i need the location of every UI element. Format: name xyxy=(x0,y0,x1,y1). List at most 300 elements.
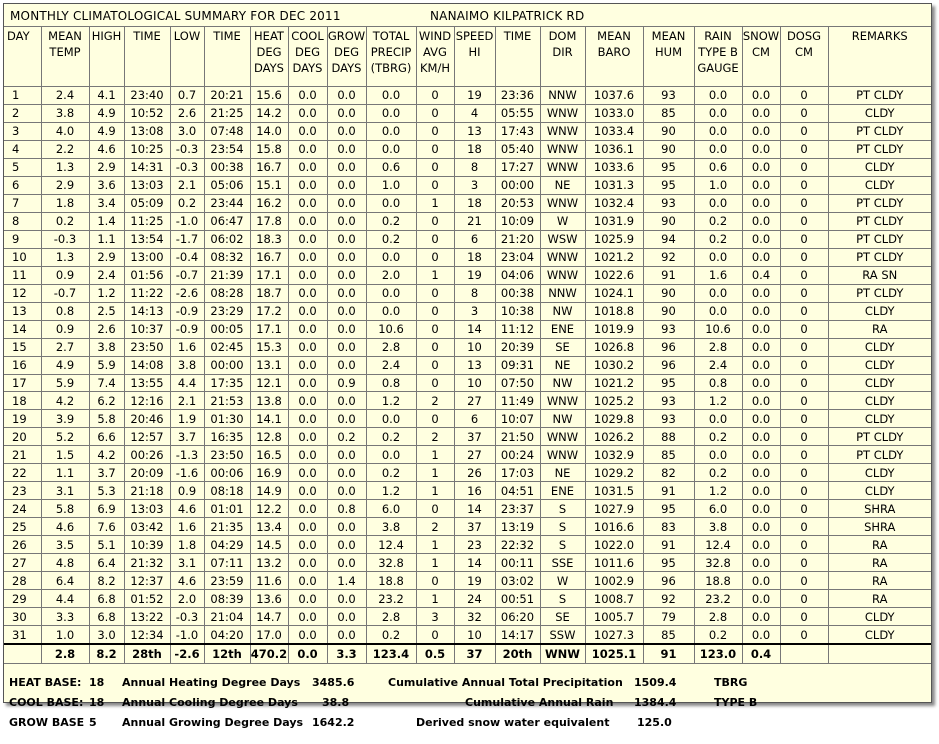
cell-low-time: 06:02 xyxy=(204,230,250,248)
cell-heat-deg-days: 16.9 xyxy=(250,464,288,482)
cell-speed-time: 06:20 xyxy=(495,608,540,626)
cell-speed-time: 07:50 xyxy=(495,374,540,392)
cell-mean-hum: 83 xyxy=(643,518,694,536)
cell-day: 19 xyxy=(4,410,41,428)
grow-base-value: 5 xyxy=(89,716,97,730)
column-header-remarks xyxy=(828,27,931,87)
cell-cool-deg-days: 0.0 xyxy=(288,158,327,176)
cell-grow-deg-days: 0.0 xyxy=(327,338,366,356)
cell-speed-hi: 21 xyxy=(454,212,495,230)
cell-low-time: 00:05 xyxy=(204,320,250,338)
table-row xyxy=(4,122,931,140)
table-row xyxy=(4,338,931,356)
cell-mean-hum: 85 xyxy=(643,104,694,122)
cell-low: 3.7 xyxy=(170,428,204,446)
cell-dosg-cm: 0 xyxy=(780,212,828,230)
cell-grow-deg-days: 0.0 xyxy=(327,104,366,122)
cell-wind-avg: 0 xyxy=(416,500,454,518)
cell-remarks: PT CLDY xyxy=(828,194,931,212)
cell-rain-gauge: 3.8 xyxy=(694,518,742,536)
table-row xyxy=(4,392,931,410)
cell-remarks: CLDY xyxy=(828,392,931,410)
table-row xyxy=(4,410,931,428)
cell-dom-dir: NW xyxy=(540,410,585,428)
cell-grow-deg-days: 0.0 xyxy=(327,320,366,338)
cell-snow-cm: 0.0 xyxy=(742,446,780,464)
cell-total-precip: 0.8 xyxy=(366,374,416,392)
cell-speed-time: 17:43 xyxy=(495,122,540,140)
cell-total-precip: 0.2 xyxy=(366,230,416,248)
cell-speed-hi: 6 xyxy=(454,410,495,428)
cell-mean-baro: 1025.9 xyxy=(585,230,643,248)
cell-low: 4.6 xyxy=(170,572,204,590)
cell-speed-hi: 14 xyxy=(454,554,495,572)
column-header-text: GROW xyxy=(327,29,366,43)
cell-total-precip: 0.2 xyxy=(366,212,416,230)
column-header-text: DEG xyxy=(333,45,360,59)
cell-speed-hi: 10 xyxy=(454,338,495,356)
cell-speed-time: 21:50 xyxy=(495,428,540,446)
cell-dom-dir: S xyxy=(540,590,585,608)
cell-remarks: CLDY xyxy=(828,482,931,500)
cell-dosg-cm: 0 xyxy=(780,266,828,284)
cell-total-precip: 0.0 xyxy=(366,140,416,158)
table-row xyxy=(4,320,931,338)
cell-snow-cm: 0.0 xyxy=(742,590,780,608)
cell-dom-dir: WNW xyxy=(540,122,585,140)
cell-low: -0.3 xyxy=(170,140,204,158)
cell-high-time: 12:57 xyxy=(124,428,170,446)
cell-speed-hi: 19 xyxy=(454,266,495,284)
cell-low-time: 21:04 xyxy=(204,608,250,626)
cell-remarks: RA xyxy=(828,320,931,338)
cell-remarks: CLDY xyxy=(828,338,931,356)
cell-low: -0.3 xyxy=(170,608,204,626)
cell-mean-temp: 4.2 xyxy=(41,392,89,410)
cell-grow-deg-days: 0.0 xyxy=(327,87,366,105)
column-header-text: TIME xyxy=(503,29,532,43)
cell-rain-gauge: 0.2 xyxy=(694,464,742,482)
cell-heat-deg-days: 13.1 xyxy=(250,356,288,374)
cell-dom-dir: SSW xyxy=(540,626,585,643)
cell-wind-avg: 0 xyxy=(416,374,454,392)
cell-dom-dir: NW xyxy=(540,374,585,392)
cell-low-time: 08:18 xyxy=(204,482,250,500)
column-header-mean-baro xyxy=(585,27,643,87)
column-header-mean-temp xyxy=(41,27,89,87)
cell-low-time: 23:29 xyxy=(204,302,250,320)
cell-low-time: 21:25 xyxy=(204,104,250,122)
cell-day: 17 xyxy=(4,374,41,392)
cell-high-time: 13:00 xyxy=(124,248,170,266)
cell-remarks: SHRA xyxy=(828,500,931,518)
cell-day: 9 xyxy=(4,230,41,248)
cell-snow-cm: 0.0 xyxy=(742,518,780,536)
cell-mean-hum: 94 xyxy=(643,230,694,248)
cell-snow-cm: 0.0 xyxy=(742,500,780,518)
cell-wind-avg: 0 xyxy=(416,284,454,302)
table-row xyxy=(4,518,931,536)
cell-speed-time: 04:51 xyxy=(495,482,540,500)
cell-mean-hum: 95 xyxy=(643,374,694,392)
station-name: NANAIMO KILPATRICK RD xyxy=(430,9,585,23)
cell-low-time: 23:59 xyxy=(204,572,250,590)
cell-day: 20 xyxy=(4,428,41,446)
cell-heat-deg-days: 14.2 xyxy=(250,104,288,122)
cell-rain-gauge: 0.0 xyxy=(694,446,742,464)
column-header-speed-hi xyxy=(454,27,495,87)
heat-base-value: 18 xyxy=(89,676,105,690)
cell-mean-baro: 1037.6 xyxy=(585,87,643,105)
cell-grow-deg-days: 0.0 xyxy=(327,248,366,266)
cell-total-precip: 18.8 xyxy=(366,572,416,590)
cell-low-time: 16:35 xyxy=(204,428,250,446)
cell-heat-deg-days: 12.2 xyxy=(250,500,288,518)
cell-high: 4.1 xyxy=(89,87,124,105)
cell-low: -2.6 xyxy=(170,284,204,302)
cell-high: 2.5 xyxy=(89,302,124,320)
cell-dosg-cm: 0 xyxy=(780,320,828,338)
cell-day: 31 xyxy=(4,626,41,643)
cell-speed-hi: 27 xyxy=(454,392,495,410)
cell-snow-cm: 0.0 xyxy=(742,554,780,572)
cell-total-precip: 0.0 xyxy=(366,302,416,320)
cell-cool-deg-days: 0.0 xyxy=(288,410,327,428)
cell-dosg-cm: 0 xyxy=(780,518,828,536)
cell-low: 2.1 xyxy=(170,176,204,194)
cell-snow-cm: 0.0 xyxy=(742,338,780,356)
cell-mean-hum: 88 xyxy=(643,428,694,446)
cell-mean-temp: 5.8 xyxy=(41,500,89,518)
cell-high: 3.8 xyxy=(89,338,124,356)
cell-dom-dir: WNW xyxy=(540,158,585,176)
summary-total-precip: 123.4 xyxy=(366,644,416,664)
cell-wind-avg: 0 xyxy=(416,410,454,428)
cell-rain-gauge: 0.0 xyxy=(694,248,742,266)
title-bar xyxy=(4,4,931,26)
cell-mean-temp: 3.1 xyxy=(41,482,89,500)
cell-speed-time: 11:12 xyxy=(495,320,540,338)
cell-mean-temp: 2.9 xyxy=(41,176,89,194)
cell-dom-dir: WNW xyxy=(540,104,585,122)
cell-dosg-cm: 0 xyxy=(780,140,828,158)
cell-speed-time: 00:38 xyxy=(495,284,540,302)
cell-mean-hum: 91 xyxy=(643,482,694,500)
cell-dom-dir: WNW xyxy=(540,428,585,446)
cell-rain-gauge: 1.2 xyxy=(694,392,742,410)
cool-base-value: 18 xyxy=(89,696,105,710)
cell-mean-hum: 91 xyxy=(643,266,694,284)
column-header-text: BARO xyxy=(597,45,631,59)
cell-cool-deg-days: 0.0 xyxy=(288,320,327,338)
cell-dosg-cm: 0 xyxy=(780,446,828,464)
cell-wind-avg: 0 xyxy=(416,158,454,176)
cell-grow-deg-days: 0.0 xyxy=(327,464,366,482)
table-row xyxy=(4,428,931,446)
cell-cool-deg-days: 0.0 xyxy=(288,572,327,590)
cell-day: 23 xyxy=(4,482,41,500)
cell-dosg-cm: 0 xyxy=(780,374,828,392)
cell-speed-hi: 37 xyxy=(454,428,495,446)
column-header-grow-deg-days xyxy=(327,27,366,87)
cell-cool-deg-days: 0.0 xyxy=(288,464,327,482)
cell-snow-cm: 0.0 xyxy=(742,284,780,302)
cell-grow-deg-days: 0.0 xyxy=(327,482,366,500)
cell-cool-deg-days: 0.0 xyxy=(288,284,327,302)
cell-mean-temp: 6.4 xyxy=(41,572,89,590)
cell-total-precip: 0.2 xyxy=(366,464,416,482)
annual-cooling-label: Annual Cooling Degree Days xyxy=(122,696,298,710)
cell-mean-hum: 93 xyxy=(643,392,694,410)
cell-cool-deg-days: 0.0 xyxy=(288,194,327,212)
cell-grow-deg-days: 0.0 xyxy=(327,590,366,608)
cell-low: -0.9 xyxy=(170,320,204,338)
cell-dom-dir: NE xyxy=(540,356,585,374)
cell-speed-hi: 8 xyxy=(454,158,495,176)
cell-rain-gauge: 23.2 xyxy=(694,590,742,608)
cell-heat-deg-days: 13.6 xyxy=(250,590,288,608)
cell-grow-deg-days: 0.8 xyxy=(327,500,366,518)
cell-high-time: 20:46 xyxy=(124,410,170,428)
cell-remarks: PT CLDY xyxy=(828,122,931,140)
cell-rain-gauge: 0.2 xyxy=(694,626,742,643)
cell-speed-time: 09:31 xyxy=(495,356,540,374)
cumulative-precip-unit: TBRG xyxy=(714,676,748,690)
cell-wind-avg: 1 xyxy=(416,554,454,572)
cell-speed-hi: 14 xyxy=(454,320,495,338)
cell-heat-deg-days: 16.2 xyxy=(250,194,288,212)
cell-rain-gauge: 6.0 xyxy=(694,500,742,518)
cell-dosg-cm: 0 xyxy=(780,338,828,356)
table-row xyxy=(4,500,931,518)
cell-cool-deg-days: 0.0 xyxy=(288,266,327,284)
cell-mean-temp: 3.8 xyxy=(41,104,89,122)
cell-cool-deg-days: 0.0 xyxy=(288,212,327,230)
cell-day: 29 xyxy=(4,590,41,608)
cell-high-time: 01:56 xyxy=(124,266,170,284)
cell-speed-hi: 18 xyxy=(454,248,495,266)
cell-high-time: 23:40 xyxy=(124,87,170,105)
column-header-heat-deg-days xyxy=(250,27,288,87)
cell-low-time: 08:32 xyxy=(204,248,250,266)
column-header-text: MEAN xyxy=(651,29,686,43)
cell-mean-baro: 1022.0 xyxy=(585,536,643,554)
table-row xyxy=(4,212,931,230)
cell-high-time: 13:22 xyxy=(124,608,170,626)
column-header-dom-dir xyxy=(540,27,585,87)
cell-dosg-cm: 0 xyxy=(780,608,828,626)
cell-remarks: CLDY xyxy=(828,356,931,374)
cell-mean-baro: 1036.1 xyxy=(585,140,643,158)
cell-speed-time: 00:00 xyxy=(495,176,540,194)
cell-high-time: 12:34 xyxy=(124,626,170,643)
cell-rain-gauge: 18.8 xyxy=(694,572,742,590)
table-row xyxy=(4,446,931,464)
cell-rain-gauge: 1.2 xyxy=(694,482,742,500)
cell-mean-temp: 2.4 xyxy=(41,87,89,105)
cell-rain-gauge: 2.8 xyxy=(694,338,742,356)
table-row xyxy=(4,356,931,374)
cell-high-time: 20:09 xyxy=(124,464,170,482)
cell-speed-hi: 27 xyxy=(454,446,495,464)
cell-heat-deg-days: 13.2 xyxy=(250,554,288,572)
cell-mean-temp: 0.2 xyxy=(41,212,89,230)
cell-rain-gauge: 0.6 xyxy=(694,158,742,176)
cell-speed-hi: 3 xyxy=(454,176,495,194)
cell-cool-deg-days: 0.0 xyxy=(288,302,327,320)
column-header-dosg-cm xyxy=(780,27,828,87)
column-header-snow-cm xyxy=(742,27,780,87)
column-header-text: DAY xyxy=(7,29,30,43)
column-header-table xyxy=(4,26,931,86)
cell-mean-hum: 95 xyxy=(643,500,694,518)
cell-dosg-cm: 0 xyxy=(780,482,828,500)
cell-mean-baro: 1026.8 xyxy=(585,338,643,356)
cell-speed-hi: 26 xyxy=(454,464,495,482)
column-header-text: AVG xyxy=(423,45,447,59)
cell-mean-baro: 1033.0 xyxy=(585,104,643,122)
cell-mean-baro: 1002.9 xyxy=(585,572,643,590)
cell-dom-dir: NE xyxy=(540,464,585,482)
cell-wind-avg: 0 xyxy=(416,87,454,105)
cell-mean-temp: 3.3 xyxy=(41,608,89,626)
cell-low-time: 01:30 xyxy=(204,410,250,428)
cell-speed-hi: 16 xyxy=(454,482,495,500)
cell-mean-baro: 1031.3 xyxy=(585,176,643,194)
cell-heat-deg-days: 16.7 xyxy=(250,158,288,176)
cell-dom-dir: NW xyxy=(540,302,585,320)
cell-dom-dir: S xyxy=(540,500,585,518)
cell-wind-avg: 0 xyxy=(416,140,454,158)
cell-high-time: 00:26 xyxy=(124,446,170,464)
cell-cool-deg-days: 0.0 xyxy=(288,248,327,266)
cell-low-time: 02:45 xyxy=(204,338,250,356)
column-header-text: DEG xyxy=(294,45,321,59)
cell-remarks: PT CLDY xyxy=(828,140,931,158)
cell-high-time: 12:16 xyxy=(124,392,170,410)
cell-mean-hum: 90 xyxy=(643,212,694,230)
cell-dom-dir: WNW xyxy=(540,446,585,464)
column-header-text: RAIN xyxy=(704,29,732,43)
cell-low-time: 23:44 xyxy=(204,194,250,212)
cell-speed-time: 20:39 xyxy=(495,338,540,356)
cell-heat-deg-days: 14.0 xyxy=(250,122,288,140)
cell-heat-deg-days: 12.1 xyxy=(250,374,288,392)
cell-speed-time: 23:37 xyxy=(495,500,540,518)
cell-low: 1.8 xyxy=(170,536,204,554)
cell-cool-deg-days: 0.0 xyxy=(288,392,327,410)
cell-total-precip: 2.4 xyxy=(366,356,416,374)
cell-snow-cm: 0.0 xyxy=(742,536,780,554)
cell-mean-hum: 95 xyxy=(643,158,694,176)
cell-dom-dir: ENE xyxy=(540,482,585,500)
cell-high: 4.6 xyxy=(89,140,124,158)
cell-mean-temp: 1.1 xyxy=(41,464,89,482)
cell-mean-hum: 90 xyxy=(643,140,694,158)
cell-snow-cm: 0.0 xyxy=(742,572,780,590)
cell-rain-gauge: 0.2 xyxy=(694,428,742,446)
cell-remarks: PT CLDY xyxy=(828,230,931,248)
cell-snow-cm: 0.0 xyxy=(742,410,780,428)
cell-dom-dir: S xyxy=(540,518,585,536)
cell-total-precip: 0.0 xyxy=(366,87,416,105)
cell-total-precip: 23.2 xyxy=(366,590,416,608)
cell-cool-deg-days: 0.0 xyxy=(288,446,327,464)
cell-heat-deg-days: 17.8 xyxy=(250,212,288,230)
cell-wind-avg: 0 xyxy=(416,104,454,122)
cell-speed-hi: 13 xyxy=(454,356,495,374)
cell-day: 26 xyxy=(4,536,41,554)
summary-mean-baro: 1025.1 xyxy=(585,644,643,664)
cell-speed-hi: 19 xyxy=(454,572,495,590)
cell-low: -0.7 xyxy=(170,266,204,284)
cell-remarks: PT CLDY xyxy=(828,446,931,464)
cell-grow-deg-days: 0.0 xyxy=(327,302,366,320)
cell-high-time: 21:18 xyxy=(124,482,170,500)
cell-heat-deg-days: 11.6 xyxy=(250,572,288,590)
cell-dosg-cm: 0 xyxy=(780,122,828,140)
cell-low: 4.6 xyxy=(170,500,204,518)
cell-grow-deg-days: 0.0 xyxy=(327,194,366,212)
cell-dosg-cm: 0 xyxy=(780,87,828,105)
cell-grow-deg-days: 0.0 xyxy=(327,230,366,248)
summary-table xyxy=(4,643,931,664)
cell-grow-deg-days: 0.0 xyxy=(327,122,366,140)
cell-low: 3.8 xyxy=(170,356,204,374)
cell-mean-hum: 92 xyxy=(643,248,694,266)
cell-wind-avg: 2 xyxy=(416,518,454,536)
cell-cool-deg-days: 0.0 xyxy=(288,374,327,392)
cell-mean-temp: 2.2 xyxy=(41,140,89,158)
cell-speed-time: 23:36 xyxy=(495,87,540,105)
cell-dosg-cm: 0 xyxy=(780,626,828,643)
cell-heat-deg-days: 16.7 xyxy=(250,248,288,266)
cell-low-time: 05:06 xyxy=(204,176,250,194)
cell-high: 3.6 xyxy=(89,176,124,194)
cell-mean-hum: 90 xyxy=(643,122,694,140)
cell-heat-deg-days: 15.8 xyxy=(250,140,288,158)
column-header-text: MEAN xyxy=(597,29,631,43)
cell-mean-temp: 1.8 xyxy=(41,194,89,212)
cell-dosg-cm: 0 xyxy=(780,428,828,446)
cell-mean-hum: 90 xyxy=(643,302,694,320)
cell-day: 11 xyxy=(4,266,41,284)
cell-speed-time: 10:09 xyxy=(495,212,540,230)
column-header-text: (TBRG) xyxy=(370,61,412,75)
cell-remarks: CLDY xyxy=(828,410,931,428)
cell-grow-deg-days: 0.0 xyxy=(327,284,366,302)
column-header-text: PRECIP xyxy=(370,45,412,59)
cell-high: 4.9 xyxy=(89,104,124,122)
cell-dom-dir: S xyxy=(540,536,585,554)
cell-mean-hum: 93 xyxy=(643,194,694,212)
cell-total-precip: 2.8 xyxy=(366,608,416,626)
cell-grow-deg-days: 0.0 xyxy=(327,536,366,554)
cell-high: 6.4 xyxy=(89,554,124,572)
cell-high: 1.2 xyxy=(89,284,124,302)
column-header-text: DIR xyxy=(552,45,573,59)
cell-snow-cm: 0.0 xyxy=(742,176,780,194)
cell-total-precip: 0.6 xyxy=(366,158,416,176)
cell-remarks: CLDY xyxy=(828,608,931,626)
annual-footer xyxy=(4,664,931,744)
cell-low: 0.2 xyxy=(170,194,204,212)
cell-wind-avg: 0 xyxy=(416,320,454,338)
cell-remarks: CLDY xyxy=(828,176,931,194)
cell-grow-deg-days: 1.4 xyxy=(327,572,366,590)
cell-high: 6.8 xyxy=(89,608,124,626)
cell-day: 25 xyxy=(4,518,41,536)
